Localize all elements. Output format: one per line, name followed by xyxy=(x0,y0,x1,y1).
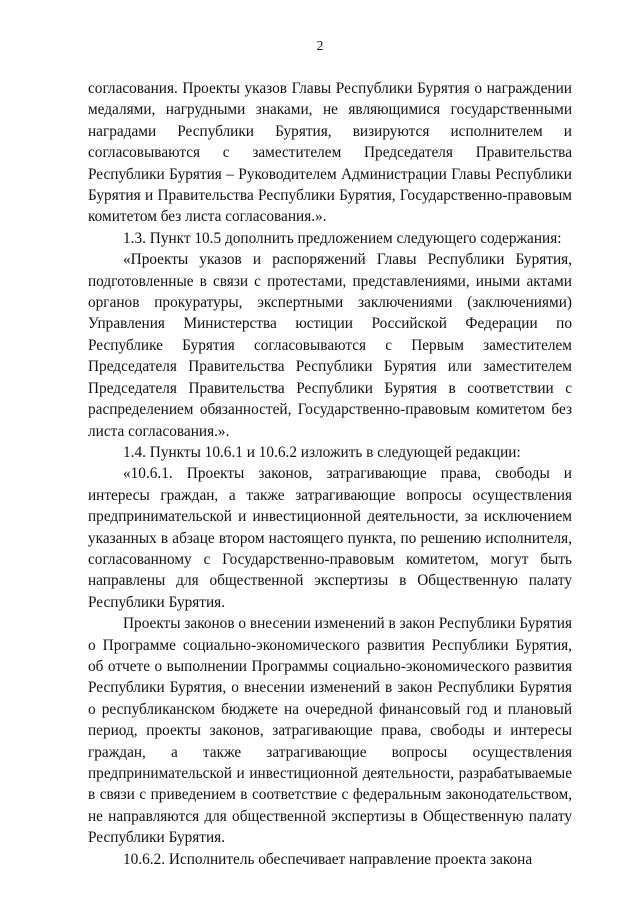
paragraph-continuation: согласования. Проекты указов Главы Республики Бурятия о награждении медалями, нагрудными знаками, не являющимися государственными наградами Республики Бурятия, визируются исполнителем и согласовываются с заместителем Председателя Правительства Республики Бурятия – Руководителем Администрации Главы Республики Бурятия и Правительства Республики Бурятия, Государственно-правовым комитетом без листа согласования.». xyxy=(88,80,572,226)
paragraph-10-6-1-second: Проекты законов о внесении изменений в закон Республики Бурятия о Программе социально-экономического развития Республики Бурятия, об отчете о выполнении Программы социально-экономического развития Республики Бурятия, о внесении изменений в закон Республики Бурятия о республиканском бюджете на очередной финансовый год и плановый период, проекты законов, затрагивающие права, свободы и интересы граждан, а также затрагивающие вопросы осуществления предпринимательской и инвестиционной деятельности, разрабатываемые в связи с приведением в соответствие с федеральным законодательством, не направляются для общественной экспертизы в Общественную палату Республики Бурятия. xyxy=(88,615,572,847)
page-number: 2 xyxy=(316,38,324,53)
paragraph-10-6-2: 10.6.2. Исполнитель обеспечивает направление проекта закона xyxy=(123,850,533,868)
paragraph-10-6-1: «10.6.1. Проекты законов, затрагивающие права, свободы и интересы граждан, а также затрагивающие вопросы осуществления предпринимательской и инвестиционной деятельности, за исключением указанных в абзаце втором настоящего пункта, по решению исполнителя, согласованному с Государственно-правовым комитетом, могут быть направлены для общественной экспертизы в Общественную палату Республики Бурятия. xyxy=(88,465,572,611)
paragraph-item-1-3: 1.3. Пункт 10.5 дополнить предложением следующего содержания: xyxy=(123,229,562,247)
paragraph-quote-1-3: «Проекты указов и распоряжений Главы Республики Бурятия, подготовленные в связи с протестами, представлениями, иными актами органов прокуратуры, экспертными заключениями (заключениями) Управления Министерства юстиции Российской Федерации по Республике Бурятия согласовываются с Первым заместителем Председателя Правительства Республики Бурятия или заместителем Председателя Правительства Республики Бурятия в соответствии с распределением обязанностей, Государственно-правовым комитетом без листа согласования.». xyxy=(88,251,572,440)
document-body xyxy=(88,78,572,870)
paragraph-item-1-4: 1.4. Пункты 10.6.1 и 10.6.2 изложить в следующей редакции: xyxy=(123,443,521,461)
